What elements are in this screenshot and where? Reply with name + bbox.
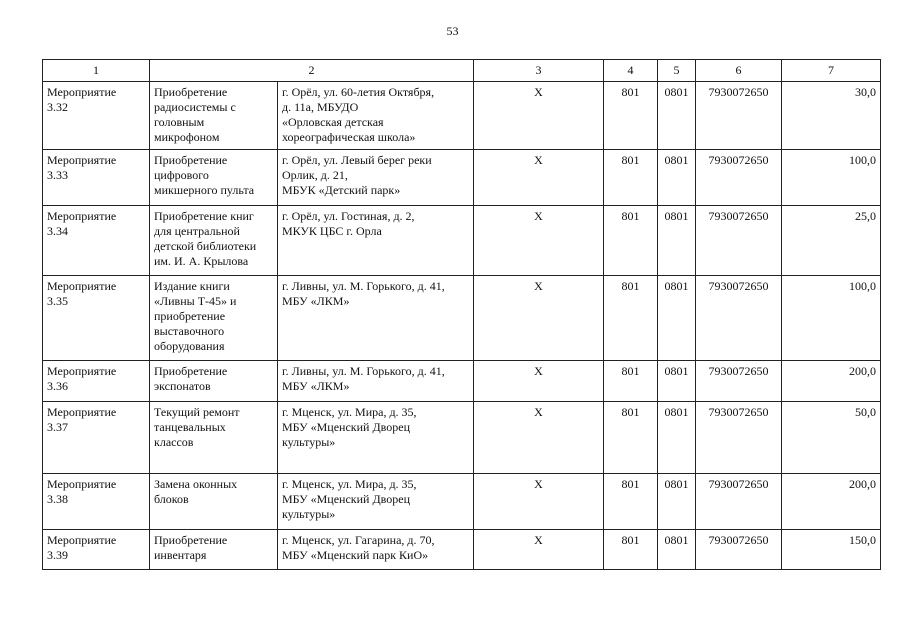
col4-cell: 801: [604, 206, 658, 276]
name-cell: Приобретение инвентаря: [150, 530, 278, 570]
address-cell: г. Орёл, ул. 60-летия Октября, д. 11а, МБУДО «Орловская детская хореографическая школа»: [278, 82, 474, 150]
col6-cell: 7930072650: [696, 530, 782, 570]
table-row: [43, 206, 881, 276]
table-row: [43, 82, 881, 150]
col3-cell: Х: [474, 474, 604, 530]
col7-cell: 25,0: [782, 206, 881, 276]
table-row: [43, 474, 881, 530]
address-cell: г. Ливны, ул. М. Горького, д. 41, МБУ «ЛКМ»: [278, 276, 474, 361]
col6-cell: 7930072650: [696, 276, 782, 361]
col3-cell: Х: [474, 530, 604, 570]
col5-cell: 0801: [658, 361, 696, 402]
name-cell: Приобретение экспонатов: [150, 361, 278, 402]
col7-cell: 100,0: [782, 276, 881, 361]
col4-cell: 801: [604, 82, 658, 150]
address-cell: г. Мценск, ул. Мира, д. 35, МБУ «Мценский Дворец культуры»: [278, 474, 474, 530]
col4-cell: 801: [604, 361, 658, 402]
table-row: [43, 150, 881, 206]
name-cell: Текущий ремонт танцевальных классов: [150, 402, 278, 474]
budget-table: [42, 59, 881, 570]
address-cell: г. Мценск, ул. Мира, д. 35, МБУ «Мценский Дворец культуры»: [278, 402, 474, 474]
col4-cell: 801: [604, 474, 658, 530]
name-cell: Приобретение цифрового микшерного пульта: [150, 150, 278, 206]
col-header-4: 4: [604, 60, 658, 82]
address-cell: г. Орёл, ул. Левый берег реки Орлик, д. 21, МБУК «Детский парк»: [278, 150, 474, 206]
event-cell: Мероприятие 3.38: [43, 474, 150, 530]
col7-cell: 100,0: [782, 150, 881, 206]
table-row: [43, 530, 881, 570]
col-header-6: 6: [696, 60, 782, 82]
name-cell: Издание книги «Ливны Т-45» и приобретение выставочного оборудования: [150, 276, 278, 361]
col4-cell: 801: [604, 402, 658, 474]
col3-cell: Х: [474, 206, 604, 276]
col6-cell: 7930072650: [696, 150, 782, 206]
col-header-2: 2: [150, 60, 474, 82]
col6-cell: 7930072650: [696, 402, 782, 474]
col7-cell: 50,0: [782, 402, 881, 474]
col4-cell: 801: [604, 276, 658, 361]
col5-cell: 0801: [658, 402, 696, 474]
col7-cell: 200,0: [782, 474, 881, 530]
col5-cell: 0801: [658, 150, 696, 206]
address-cell: г. Ливны, ул. М. Горького, д. 41, МБУ «ЛКМ»: [278, 361, 474, 402]
col3-cell: Х: [474, 361, 604, 402]
name-cell: Приобретение радиосистемы с головным микрофоном: [150, 82, 278, 150]
name-cell: Замена оконных блоков: [150, 474, 278, 530]
col6-cell: 7930072650: [696, 361, 782, 402]
col-header-7: 7: [782, 60, 881, 82]
event-cell: Мероприятие 3.34: [43, 206, 150, 276]
col3-cell: Х: [474, 150, 604, 206]
col3-cell: Х: [474, 402, 604, 474]
col-header-1: 1: [43, 60, 150, 82]
page-number: 53: [446, 24, 459, 38]
col3-cell: Х: [474, 276, 604, 361]
table-row: [43, 402, 881, 474]
col5-cell: 0801: [658, 276, 696, 361]
event-cell: Мероприятие 3.37: [43, 402, 150, 474]
col5-cell: 0801: [658, 530, 696, 570]
table-row: [43, 276, 881, 361]
col6-cell: 7930072650: [696, 206, 782, 276]
header-row: [43, 60, 881, 82]
table-row: [43, 361, 881, 402]
address-cell: г. Мценск, ул. Гагарина, д. 70, МБУ «Мценский парк КиО»: [278, 530, 474, 570]
col4-cell: 801: [604, 150, 658, 206]
col5-cell: 0801: [658, 206, 696, 276]
event-cell: Мероприятие 3.39: [43, 530, 150, 570]
table-body: [43, 82, 881, 570]
col-header-5: 5: [658, 60, 696, 82]
name-cell: Приобретение книг для центральной детской библиотеки им. И. А. Крылова: [150, 206, 278, 276]
col4-cell: 801: [604, 530, 658, 570]
event-cell: Мероприятие 3.32: [43, 82, 150, 150]
col6-cell: 7930072650: [696, 82, 782, 150]
col3-cell: Х: [474, 82, 604, 150]
col7-cell: 150,0: [782, 530, 881, 570]
event-cell: Мероприятие 3.33: [43, 150, 150, 206]
col7-cell: 30,0: [782, 82, 881, 150]
address-cell: г. Орёл, ул. Гостиная, д. 2, МКУК ЦБС г. Орла: [278, 206, 474, 276]
col6-cell: 7930072650: [696, 474, 782, 530]
col5-cell: 0801: [658, 474, 696, 530]
col7-cell: 200,0: [782, 361, 881, 402]
col-header-3: 3: [474, 60, 604, 82]
event-cell: Мероприятие 3.36: [43, 361, 150, 402]
col5-cell: 0801: [658, 82, 696, 150]
event-cell: Мероприятие 3.35: [43, 276, 150, 361]
